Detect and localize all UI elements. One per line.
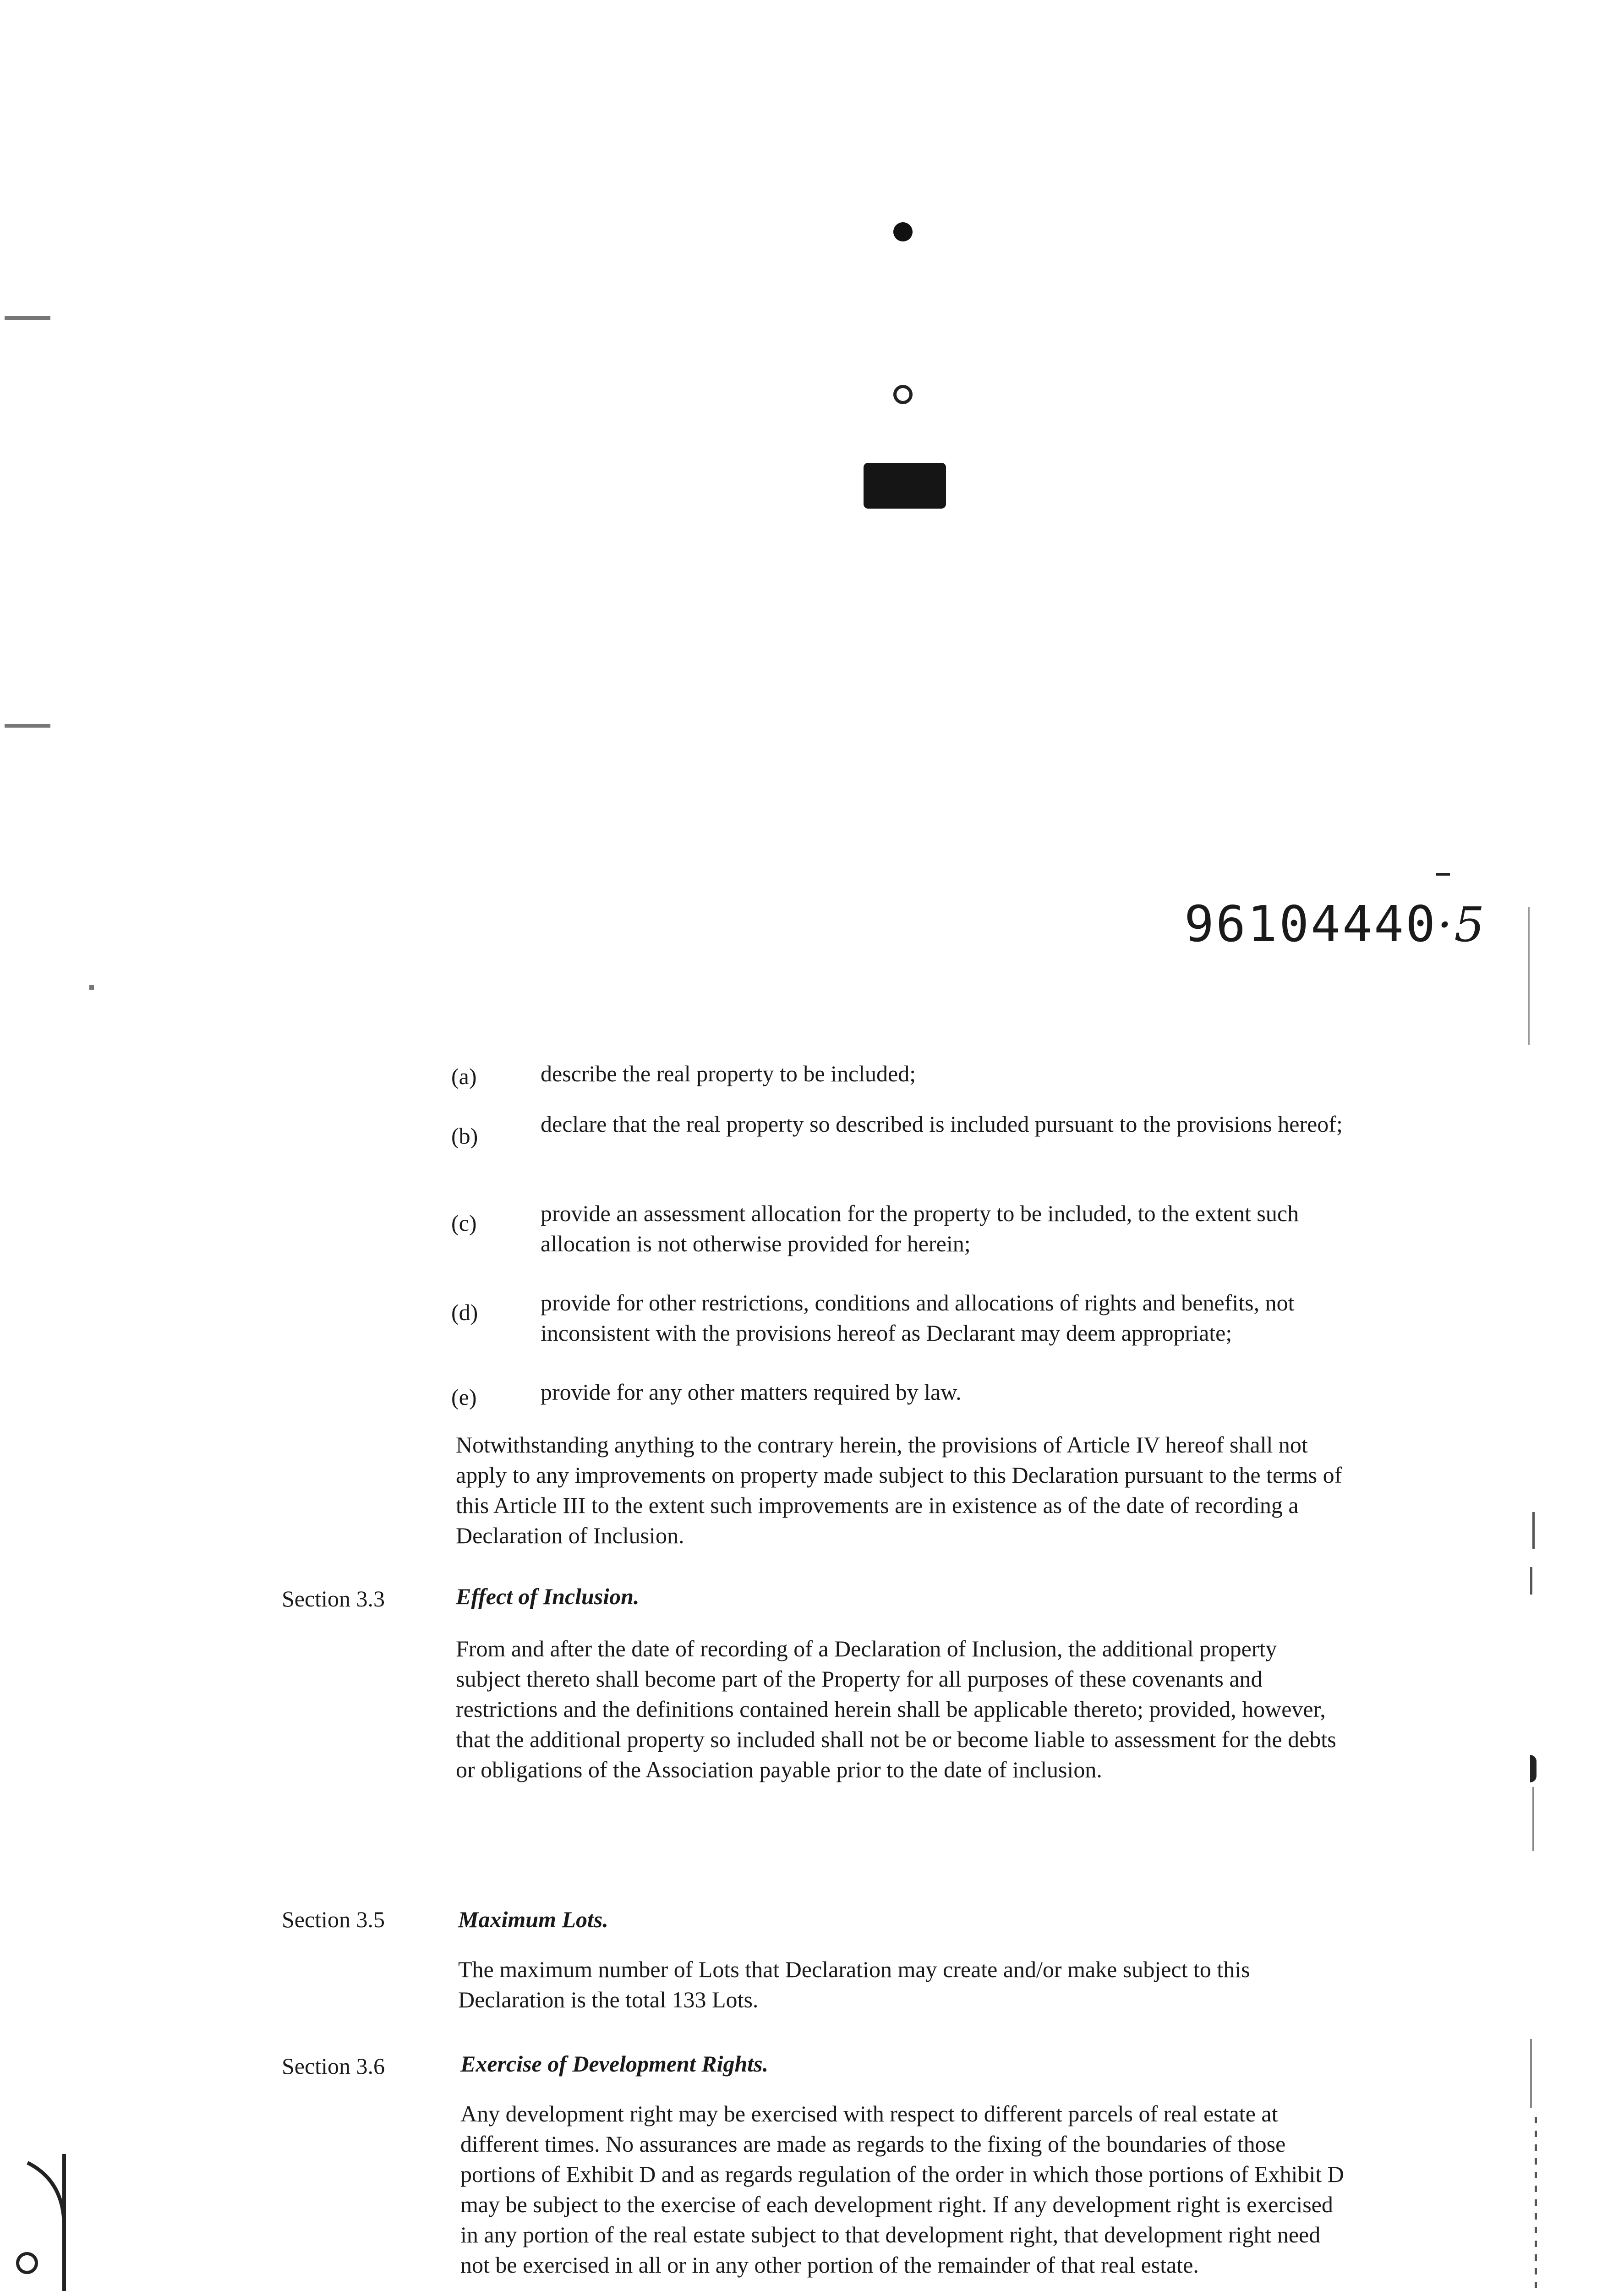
right-margin-mark xyxy=(1530,1567,1532,1595)
right-margin-mark xyxy=(1530,1755,1537,1782)
punch-hole-top xyxy=(16,2252,38,2274)
document-number xyxy=(1184,896,1486,953)
section-3-6-title: Exercise of Development Rights. xyxy=(460,2051,769,2077)
item-text-d: provide for other restrictions, conditions and allocations of rights and benefits, not inconsistent with the provisions hereof as Declarant may deem appropriate; xyxy=(541,1290,1295,1346)
scan-speck xyxy=(89,985,94,990)
section-3-5-title: Maximum Lots. xyxy=(458,1907,608,1932)
section-3-6-body: Any development right may be exercised with respect to different parcels of real estate at different times. No assurances are made as regards to the fixing of the boundaries of those portions of Exhibit D and as regards regulation of the order in which those portions of Exhibit D may be subject to the exercise of each development right. If any development right is exercised in any portion of the real estate subject to that development right, that development right need not be exercised in all or in any other portion of the remainder of that real estate. xyxy=(460,2101,1344,2278)
section-3-3-number: Section 3.3 xyxy=(282,1586,385,1611)
item-label-a: (a) xyxy=(451,1063,477,1089)
section-3-5-number: Section 3.5 xyxy=(282,1907,385,1932)
scan-speck xyxy=(5,724,50,728)
section-3-6-number: Section 3.6 xyxy=(282,2053,385,2079)
document-number-digits: 96104440 xyxy=(1184,896,1438,953)
right-margin-mark xyxy=(1532,1512,1535,1549)
scan-ring-mark xyxy=(893,385,913,404)
item-text-e: provide for any other matters required by law. xyxy=(541,1379,962,1405)
right-margin-mark xyxy=(1535,2117,1537,2291)
item-label-e: (e) xyxy=(451,1384,477,1410)
item-label-b: (b) xyxy=(451,1123,478,1149)
section-3-3-title: Effect of Inclusion. xyxy=(456,1584,640,1609)
right-margin-mark xyxy=(1528,907,1530,1045)
section-3-5-body: The maximum number of Lots that Declaration may create and/or make subject to this Declaration is the total 133 Lots. xyxy=(458,1957,1250,2012)
item-text-a: describe the real property to be included; xyxy=(541,1061,916,1086)
right-margin-mark xyxy=(1530,2039,1532,2108)
notwithstanding-paragraph: Notwithstanding anything to the contrary herein, the provisions of Article IV hereof shall not apply to any improvements on property made subject to this Declaration pursuant to the terms of this Article III to the extent such improvements are in existence as of the date of recording a Declaration of Inclusion. xyxy=(456,1432,1342,1548)
binding-bracket xyxy=(0,2154,78,2291)
section-3-3-body: From and after the date of recording of a Declaration of Inclusion, the additional property subject thereto shall become part of the Property for all purposes of these covenants and restrictions and the definitions contained herein shall be applicable thereto; provided, however, that the additional property so included shall not be or become liable to assessment for the debts or obligations of the Association payable prior to the date of inclusion. xyxy=(456,1636,1336,1782)
item-text-b: declare that the real property so described is included pursuant to the provisions hereof; xyxy=(541,1111,1343,1137)
item-label-d: (d) xyxy=(451,1299,478,1325)
scan-black-block xyxy=(864,463,946,509)
scan-speck xyxy=(5,316,50,320)
scan-dot-top xyxy=(893,222,913,241)
scan-speck xyxy=(1436,873,1450,876)
right-margin-mark xyxy=(1532,1787,1534,1851)
document-number-suffix: ·5 xyxy=(1437,897,1487,953)
item-text-c: provide an assessment allocation for the property to be included, to the extent such allocation is not otherwise provided for herein; xyxy=(541,1200,1299,1256)
item-label-c: (c) xyxy=(451,1210,477,1236)
